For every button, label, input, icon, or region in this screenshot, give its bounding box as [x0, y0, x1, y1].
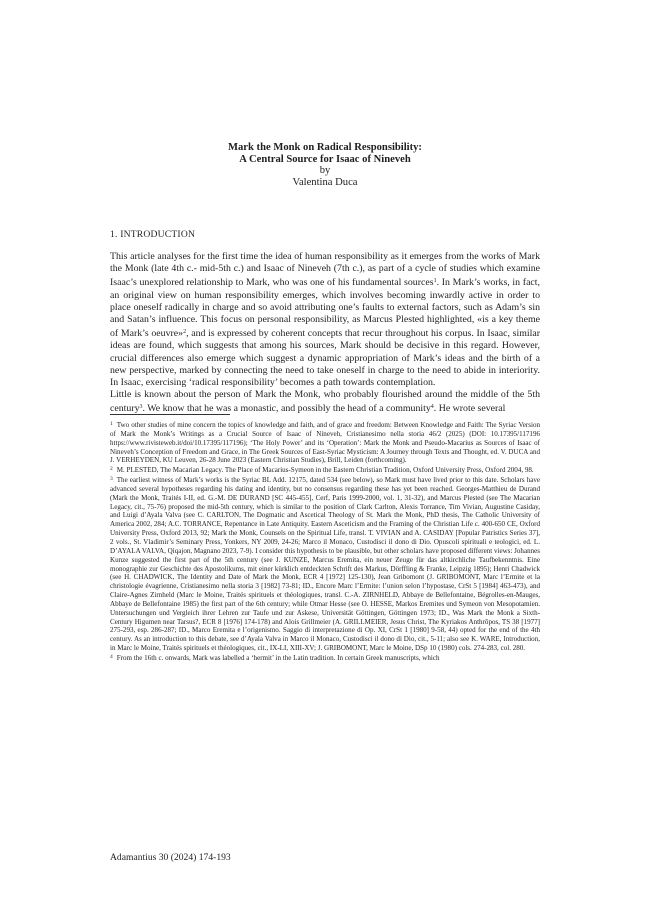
article-title-block: [110, 142, 540, 188]
footnote-ref[interactable]: 3: [139, 404, 143, 411]
footnotes: [110, 420, 540, 663]
footnote-number: 3: [110, 476, 113, 483]
body-text: [110, 251, 540, 416]
footnote-text: Two other studies of mine concern the topics of knowledge and faith, and of grace and freedom: Between Knowledge and Faith: The Syriac Version of Mark the Monk’s Writings as a Crucial Source of Isaac of Nineveh, Cristianesimo nella storia 46/2 (2025) (DOI: 10.17395/117196 https://www.rivisteweb.it/doi/10.17395/117196); ‘The Holy Power’ and its ‘Operation’: Mark the Monk and Pseudo-Macarius as Sources of Isaac of Nineveh’s Conception of Freedom and Grace, in The Greek Sources of East-Syriac Mysticism: A Journey through Texts and Thought, ed. V. DUCA and J. VERHEYDEN, KU Leuven, 26-28 June 2023 (Eastern Christian Studies), Brill, Leiden (forthcoming).: [110, 421, 540, 465]
paragraph: This article analyses for the first time the idea of human responsibility as it emerges from the works of Mark the Monk (late 4th c.- mid-5th c.) and Isaac of Nineveh (7th c.), as part of a cycle of studies which examine Isaac’s unexplored relationship to Mark, who was one of his fundamental sources$^1$. In Mark’s works, in fact, an original view on human responsibility emerges, which involves becoming inwardly active in order to place oneself radically in charge and so avoid attributing one’s faults to external factors, such as Adam’s sin and Satan’s influence. This focus on personal responsibility, as Marcus Plested highlighted, «is a key theme of Mark’s oeuvre»$^2$, and is expressed by coherent concepts that recur throughout his corpus. In Isaac, similar ideas are found, which suggests that among his sources, Mark should be decisive in this regard. However, crucial differences also emerge which suggest a dynamic appropriation of Mark’s ideas and the birth of a new perspective, marked by connecting the need to take oneself in charge to the need to abide in interiority. In Isaac, exercising ‘radical responsibility’ becomes a path towards contemplation.: [110, 251, 540, 389]
byline-by: by: [319, 165, 331, 177]
author-name: Valentina Duca: [292, 176, 358, 188]
footnote-separator: [110, 414, 230, 415]
footnote: [110, 475, 540, 653]
footnote-number: 4: [110, 653, 113, 660]
footnote-number: 1: [110, 421, 113, 427]
article-subtitle: A Central Source for Isaac of Nineveh: [239, 153, 411, 165]
footnote-text: M. PLESTED, The Macarian Legacy. The Place of Macarius-Symeon in the Eastern Christian Tradition, Oxford University Press, Oxford 2004, 98.: [116, 466, 534, 475]
footnote-text: The earliest witness of Mark’s works is the Syriac BL Add. 12175, dated 534 (see below), so Mark must have lived prior to this date. Scholars have advanced several hypotheses regarding his dating and identity, but no consensus regarding these has yet been reached. Georges-Matthieu de Durand (Mark the Monk, Traités I-II, ed. G.-M. DE DURAND [SC 445-455], Cerf, Paris 1999-2000, vol. 1, 31-32), and Marcus Plested (see The Macarian Legacy, cit., 75-76) proposed the mid-5th century, which is similar to the position of Clark Carlton, Alexis Torrance, Tim Vivian, Augustine Casiday, and Luigi d’Ayala Valva (see C. CARLTON, The Dogmatic and Ascetical Theology of St. Mark the Monk, PhD thesis, The Catholic University of America 2002, 284; A.C. TORRANCE, Repentance in Late Antiquity. Eastern Asceticism and the Framing of the Christian Life c. 400-650 CE, Oxford University Press, Oxford 2013, 92; Mark the Monk, Counsels on the Spiritual Life, transl. T. VIVIAN and A. CASIDAY [Popular Patristics Series 37], 2 vols., St. Vladimir’s Seminary Press, Yonkers, NY 2009, 24-26; Marco il Monaco, Custodisci il dono di Dio. Opuscoli spirituali e teologici, ed. L. D’AYALA VALVA, Qiqajon, Magnano 2023, 7-9). I consider this hypothesis to be plausible, but other scholars have proposed different views: Johannes Kunze suggested the first part of the 5th century (see J. KUNZE, Marcus Eremita, ein neuer Zeuge für das altkirchliche Taufbekenntnis. Eine monographie zur Geschichte des Apostolikums, mit einer kürklich entdeckten Schrift des Markus, Dörffling & Franke, Leipzig 1895); Henri Chadwick (see H. CHADWICK, The Identity and Date of Mark the Monk, ECR 4 [1972] 125-130), Jean Gribomont (J. GRIBOMONT, Marc l’Ermite et la christologie évagrienne, Cristianesimo nella storia 3 [1982] 73-81; ID., Encore Marc l’Ermite: l’union selon l’hypostase, CrSt 5 [1984] 463-473), and Claire-Agnes Zirnheld (Marc le Moine, Traités spirituels et théologiques, transl. C.-A. ZIRNHELD, Abbaye de Bellefontaine, Bégrolles-en-Mauges, Abbaye de Bellefontaine 1985) the first part of the 6th century; while Otmar Hesse (see O. HESSE, Markos Eremites und Symeon von Mesopotamien. Untersuchungen und Vergleich ihrer Lehren zur Taufe und zur Askese, Universität Göttingen, Göttingen 1973; ID., Was Mark the Monk a Sixth-Century Higumen near Tarsus?, ECR 8 [1976] 174-178) and Alois Grillmeier (A. GRILLMEIER, Jesus Christ, The Kyriakos Anthrōpos, TS 38 [1977] 275-293, esp. 286-287; ID., Marco Eremita e l’origenismo. Saggio di interpretazione di Op. XI, CrSt 1 [1980] 9-58, 44) opted for the end of the 4th century. As an introduction to this debate, see d’Ayala Valva in Marco il Monaco, Custodisci il dono di Dio, cit., 5-11; also see K. WARE, Introduction, in Marc le Moine, Traités spirituels et théologiques, cit., IX-LI, XIII-XV; J. GRIBOMONT, Marc le Moine, DSp 10 (1980) cols. 274-283, col. 280.: [110, 476, 540, 653]
footnote: [110, 653, 540, 663]
section-heading: 1. INTRODUCTION: [110, 229, 196, 240]
footnote-text: From the 16th c. onwards, Mark was labelled a ‘hermit’ in the Latin tradition. In certain Greek manuscripts, which: [116, 653, 440, 662]
paragraph: Little is known about the person of Mark the Monk, who probably flourished around the middle of the 5th century$^3$. We know that he was a monastic, and possibly the head of a community$^4$. He wrote several: [110, 389, 540, 415]
footnote-ref[interactable]: 4: [430, 404, 434, 411]
footnote: [110, 465, 540, 475]
footnote: [110, 420, 540, 465]
journal-footer: Adamantius 30 (2024) 174-193: [110, 852, 231, 863]
footnote-number: 2: [110, 466, 113, 473]
article-title: Mark the Monk on Radical Responsibility:: [228, 142, 422, 153]
footnote-ref[interactable]: 2: [183, 329, 187, 336]
footnote-ref[interactable]: 1: [433, 278, 437, 285]
